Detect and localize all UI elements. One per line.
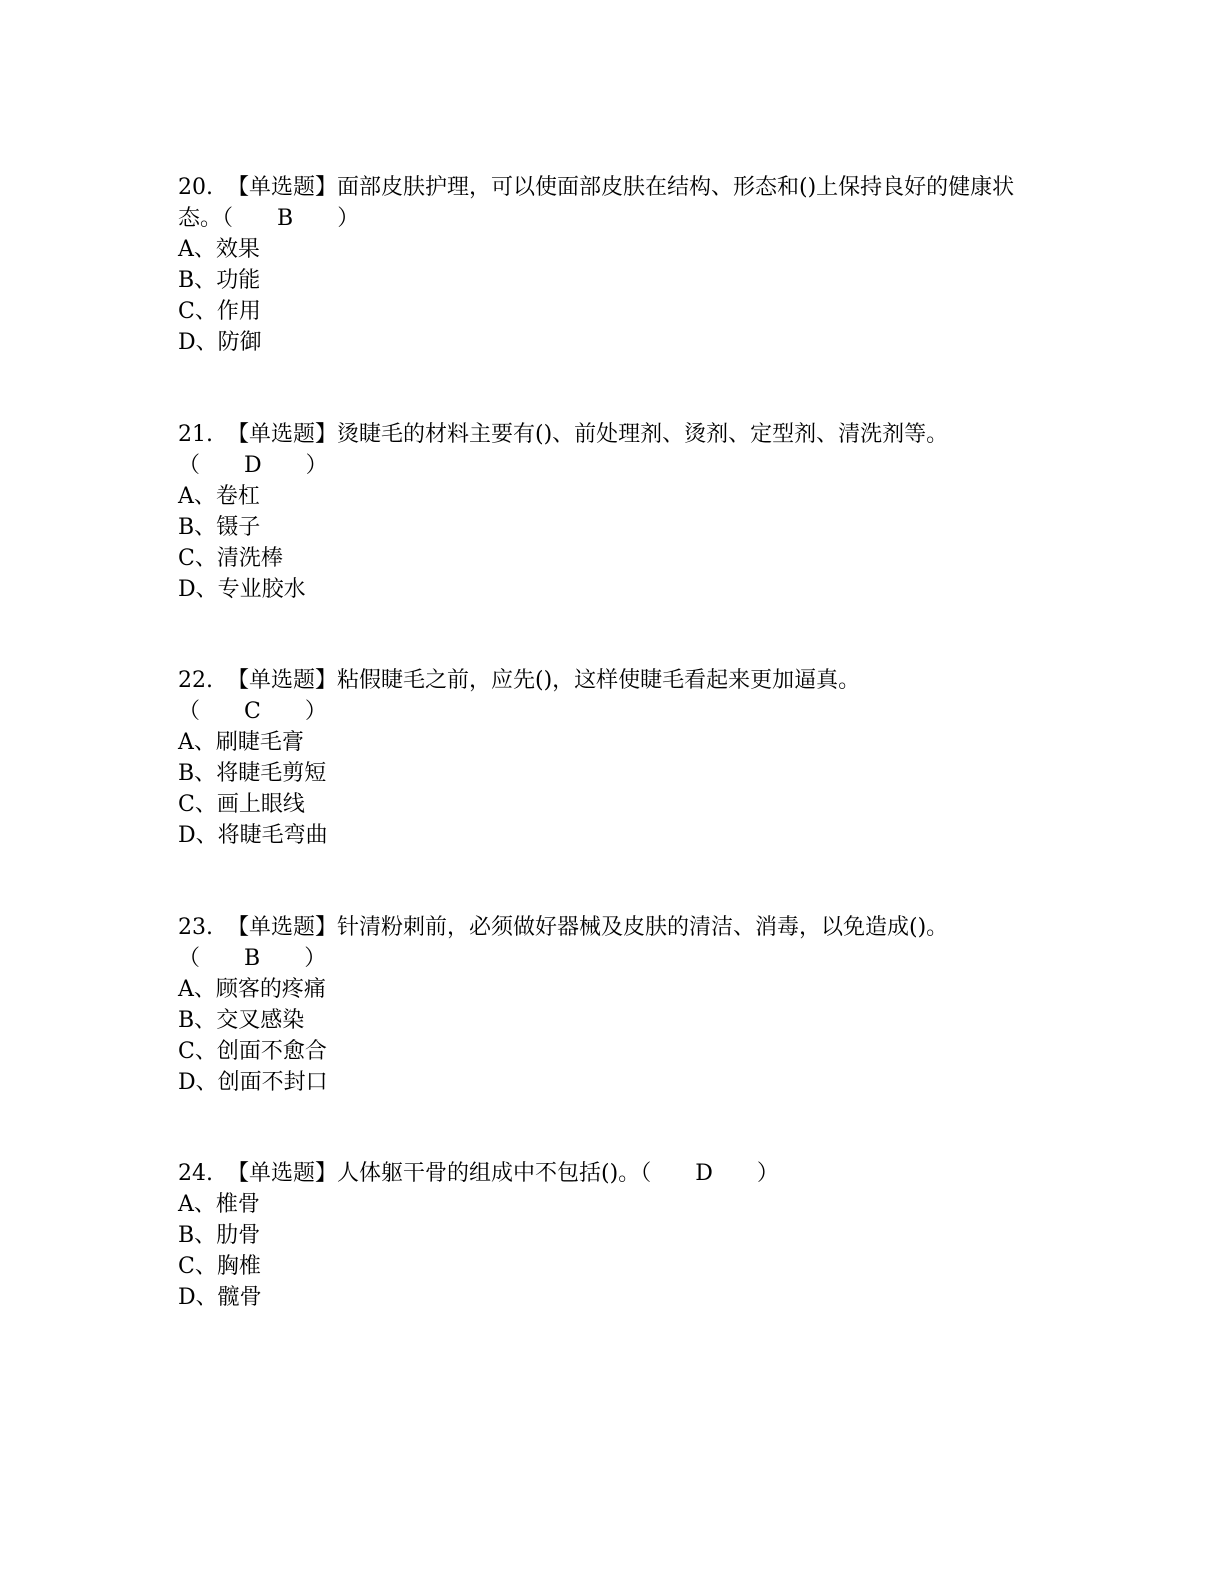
question-text: 面部皮肤护理，可以使面部皮肤在结构、形态和()上保持良好的健康状态。 — [178, 175, 1015, 231]
option-c — [178, 296, 1048, 327]
option-text: 效果 — [215, 237, 260, 262]
option-text: 肋骨 — [216, 1223, 261, 1248]
option-a — [178, 481, 1048, 512]
option-key: D 、 — [178, 330, 218, 355]
answer-bracket: （ B ） — [178, 946, 326, 971]
option-text: 镊子 — [216, 515, 261, 540]
option-key: B 、 — [178, 1008, 216, 1033]
option-text: 椎骨 — [215, 1192, 260, 1217]
option-key: D 、 — [178, 823, 218, 848]
answer-letter: B — [277, 206, 294, 231]
option-text: 专业胶水 — [217, 577, 306, 602]
option-key: A 、 — [178, 977, 216, 1002]
answer-letter: C — [244, 699, 261, 724]
option-key: A 、 — [178, 1192, 216, 1217]
option-text: 卷杠 — [215, 484, 260, 509]
option-d — [178, 327, 1048, 358]
option-a — [178, 727, 1048, 758]
question-24 — [178, 1158, 1048, 1313]
option-key: C 、 — [178, 299, 217, 324]
option-text: 功能 — [216, 268, 261, 293]
option-text: 清洗棒 — [216, 546, 283, 571]
option-b — [178, 758, 1048, 789]
question-stem — [178, 419, 1048, 481]
answer-bracket: （ D ） — [640, 1161, 779, 1186]
option-text: 画上眼线 — [216, 792, 305, 817]
question-text: 针清粉刺前，必须做好器械及皮肤的清洁、消毒，以免造成()。 — [337, 915, 949, 940]
question-text: 粘假睫毛之前，应先()，这样使睫毛看起来更加逼真。 — [337, 668, 861, 693]
option-text: 髋骨 — [217, 1285, 262, 1310]
answer-letter: B — [244, 946, 261, 971]
question-text: 烫睫毛的材料主要有()、前处理剂、烫剂、定型剂、清洗剂等。 — [337, 422, 949, 447]
answer-bracket: （ C ） — [178, 699, 327, 724]
option-text: 交叉感染 — [216, 1008, 305, 1033]
option-text: 将睫毛弯曲 — [217, 823, 328, 848]
question-stem — [178, 172, 1048, 234]
question-number: 22. — [178, 668, 213, 693]
option-key: D 、 — [178, 577, 218, 602]
option-key: C 、 — [178, 792, 217, 817]
option-d — [178, 820, 1048, 851]
answer-bracket: （ D ） — [178, 453, 328, 478]
option-c — [178, 543, 1048, 574]
option-b — [178, 265, 1048, 296]
question-23 — [178, 912, 1048, 1098]
option-key: C 、 — [178, 546, 217, 571]
question-number: 24. — [178, 1161, 213, 1186]
question-type: 【单选题】 — [227, 915, 338, 940]
option-text: 创面不愈合 — [216, 1039, 327, 1064]
option-text: 顾客的疼痛 — [215, 977, 326, 1002]
option-d — [178, 574, 1048, 605]
answer-bracket: （ B ） — [222, 206, 359, 231]
question-number: 20. — [178, 175, 213, 200]
option-c — [178, 789, 1048, 820]
option-key: B 、 — [178, 1223, 216, 1248]
question-20 — [178, 172, 1048, 358]
option-text: 作用 — [216, 299, 261, 324]
option-a — [178, 1189, 1048, 1220]
question-type: 【单选题】 — [227, 175, 338, 200]
option-key: B 、 — [178, 515, 216, 540]
option-d — [178, 1067, 1048, 1098]
question-type: 【单选题】 — [227, 668, 338, 693]
option-text: 防御 — [217, 330, 262, 355]
option-text: 创面不封口 — [217, 1070, 328, 1095]
option-c — [178, 1036, 1048, 1067]
option-b — [178, 512, 1048, 543]
option-key: C 、 — [178, 1039, 217, 1064]
option-b — [178, 1220, 1048, 1251]
question-type: 【单选题】 — [227, 422, 338, 447]
option-text: 胸椎 — [216, 1254, 261, 1279]
question-stem — [178, 1158, 1048, 1189]
question-number: 23. — [178, 915, 213, 940]
option-key: A 、 — [178, 237, 216, 262]
option-key: C 、 — [178, 1254, 217, 1279]
option-key: A 、 — [178, 730, 216, 755]
option-text: 刷睫毛膏 — [215, 730, 304, 755]
option-key: D 、 — [178, 1070, 218, 1095]
answer-letter: D — [244, 453, 262, 478]
option-b — [178, 1005, 1048, 1036]
option-key: B 、 — [178, 268, 216, 293]
option-d — [178, 1282, 1048, 1313]
option-text: 将睫毛剪短 — [216, 761, 327, 786]
question-text: 人体躯干骨的组成中不包括()。 — [337, 1161, 641, 1186]
answer-letter: D — [695, 1161, 713, 1186]
question-stem — [178, 912, 1048, 974]
question-type: 【单选题】 — [227, 1161, 338, 1186]
question-22 — [178, 665, 1048, 851]
question-number: 21. — [178, 422, 213, 447]
question-stem — [178, 665, 1048, 727]
option-a — [178, 234, 1048, 265]
option-key: D 、 — [178, 1285, 218, 1310]
option-key: B 、 — [178, 761, 216, 786]
option-a — [178, 974, 1048, 1005]
option-key: A 、 — [178, 484, 216, 509]
option-c — [178, 1251, 1048, 1282]
question-21 — [178, 419, 1048, 605]
